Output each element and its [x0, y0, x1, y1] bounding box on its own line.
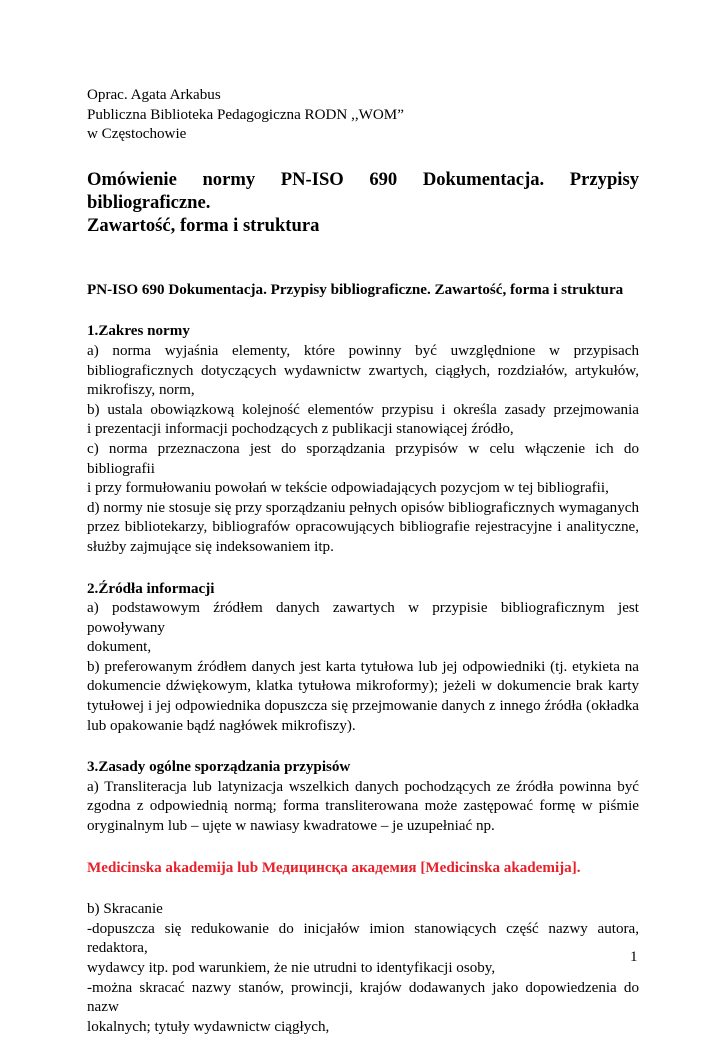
text-line: tytułowej i jej odpowiednika dopuszcza się przejmowanie danych z innego źródła (okładka	[87, 698, 639, 715]
section-heading: 3.Zasady ogólne sporządzania przypisów	[87, 759, 351, 776]
transliteration-example: Medicinska akademija lub Медицинсқа академия [Medicinska akademija].	[87, 859, 581, 876]
text-line: mikrofiszy, norm,	[87, 382, 195, 399]
text-line: dokument,	[87, 639, 152, 656]
section-body	[87, 342, 639, 558]
text-line: -można skracać nazwy stanów, prowincji, krajów dodawanych jako dopowiedzenia do nazw	[87, 979, 639, 1016]
section-heading: 2.Źródła informacji	[87, 580, 215, 597]
text-line: b) ustala obowiązkową kolejność elementów przypisu i określa zasady przejmowania	[87, 401, 639, 418]
text-line: służby zajmujące się indeksowaniem itp.	[87, 538, 334, 555]
city-line: w Częstochowie	[87, 126, 187, 143]
title-line-1: Omówienie normy PN-ISO 690 Dokumentacja. Przypisy bibliograficzne.	[87, 168, 639, 213]
page-number: 1	[630, 949, 638, 965]
institution-line: Publiczna Biblioteka Pedagogiczna RODN ,,WOM”	[87, 106, 404, 123]
text-line: d) normy nie stosuje się przy sporządzaniu pełnych opisów bibliograficznych wymaganych	[87, 499, 639, 516]
text-line: b) preferowanym źródłem danych jest karta tytułowa lub jej odpowiedniki (tj. etykieta na	[87, 658, 639, 675]
section-general-rules	[87, 758, 639, 836]
section-sources	[87, 580, 639, 737]
section-body	[87, 599, 639, 736]
document-subtitle: PN-ISO 690 Dokumentacja. Przypisy bibliograficzne. Zawartość, forma i struktura	[87, 281, 624, 298]
subsection-heading: b) Skracanie	[87, 901, 163, 918]
text-line: a) podstawowym źródłem danych zawartych w przypisie bibliograficznym jest powoływany	[87, 600, 639, 636]
document-header	[87, 86, 639, 145]
title-line-2: Zawartość, forma i struktura	[87, 214, 320, 236]
text-line: bibliograficznych dotyczących wydawnictw zwartych, ciągłych, rozdziałów, artykułów,	[87, 362, 639, 379]
text-line: wydawcy itp. pod warunkiem, że nie utrudni to identyfikacji osoby,	[87, 960, 496, 976]
text-line: dokumencie dźwiękowym, klatka tytułowa mikroformy); jeżeli w dokumencie brak karty	[87, 678, 639, 695]
text-line: c) norma przeznaczona jest do sporządzania przypisów w celu włączenie ich do bibliografii	[87, 440, 639, 477]
section-heading: 1.Zakres normy	[87, 323, 190, 340]
text-line: a) Transliteracja lub latynizacja wszelkich danych pochodzących ze źródła powinna być	[87, 778, 639, 795]
text-line: lokalnych; tytuły wydawnictw ciągłych,	[87, 1018, 330, 1035]
text-line: i przy formułowaniu powołań w tekście odpowiadających pozycjom w tej bibliografii,	[87, 480, 609, 497]
section-abbreviation	[87, 900, 639, 1037]
text-line: a) norma wyjaśnia elementy, które powinny być uwzględnione w przypisach	[87, 342, 639, 359]
text-line: przez bibliotekarzy, bibliografów opracowujących bibliografie rejestracyjne i analityczne,	[87, 519, 639, 536]
text-line: oryginalnym lub – ujęte w nawiasy kwadratowe – je uzupełniać np.	[87, 818, 495, 835]
text-line: -dopuszcza się redukowanie do inicjałów imion stanowiących część nazwy autora, redaktora,	[87, 920, 639, 957]
subsection-body	[87, 920, 639, 1037]
author-line: Oprac. Agata Arkabus	[87, 87, 221, 103]
document-title	[87, 168, 639, 237]
section-body	[87, 778, 639, 837]
section-scope	[87, 322, 639, 557]
text-line: i prezentacji informacji pochodzących z publikacji stanowiącej źródło,	[87, 421, 514, 438]
text-line: lub opakowanie bądź nagłówek mikrofiszy).	[87, 717, 356, 734]
text-line: zgodna z odpowiednią normą; forma transliterowana może zastępować formę w piśmie	[87, 798, 639, 815]
